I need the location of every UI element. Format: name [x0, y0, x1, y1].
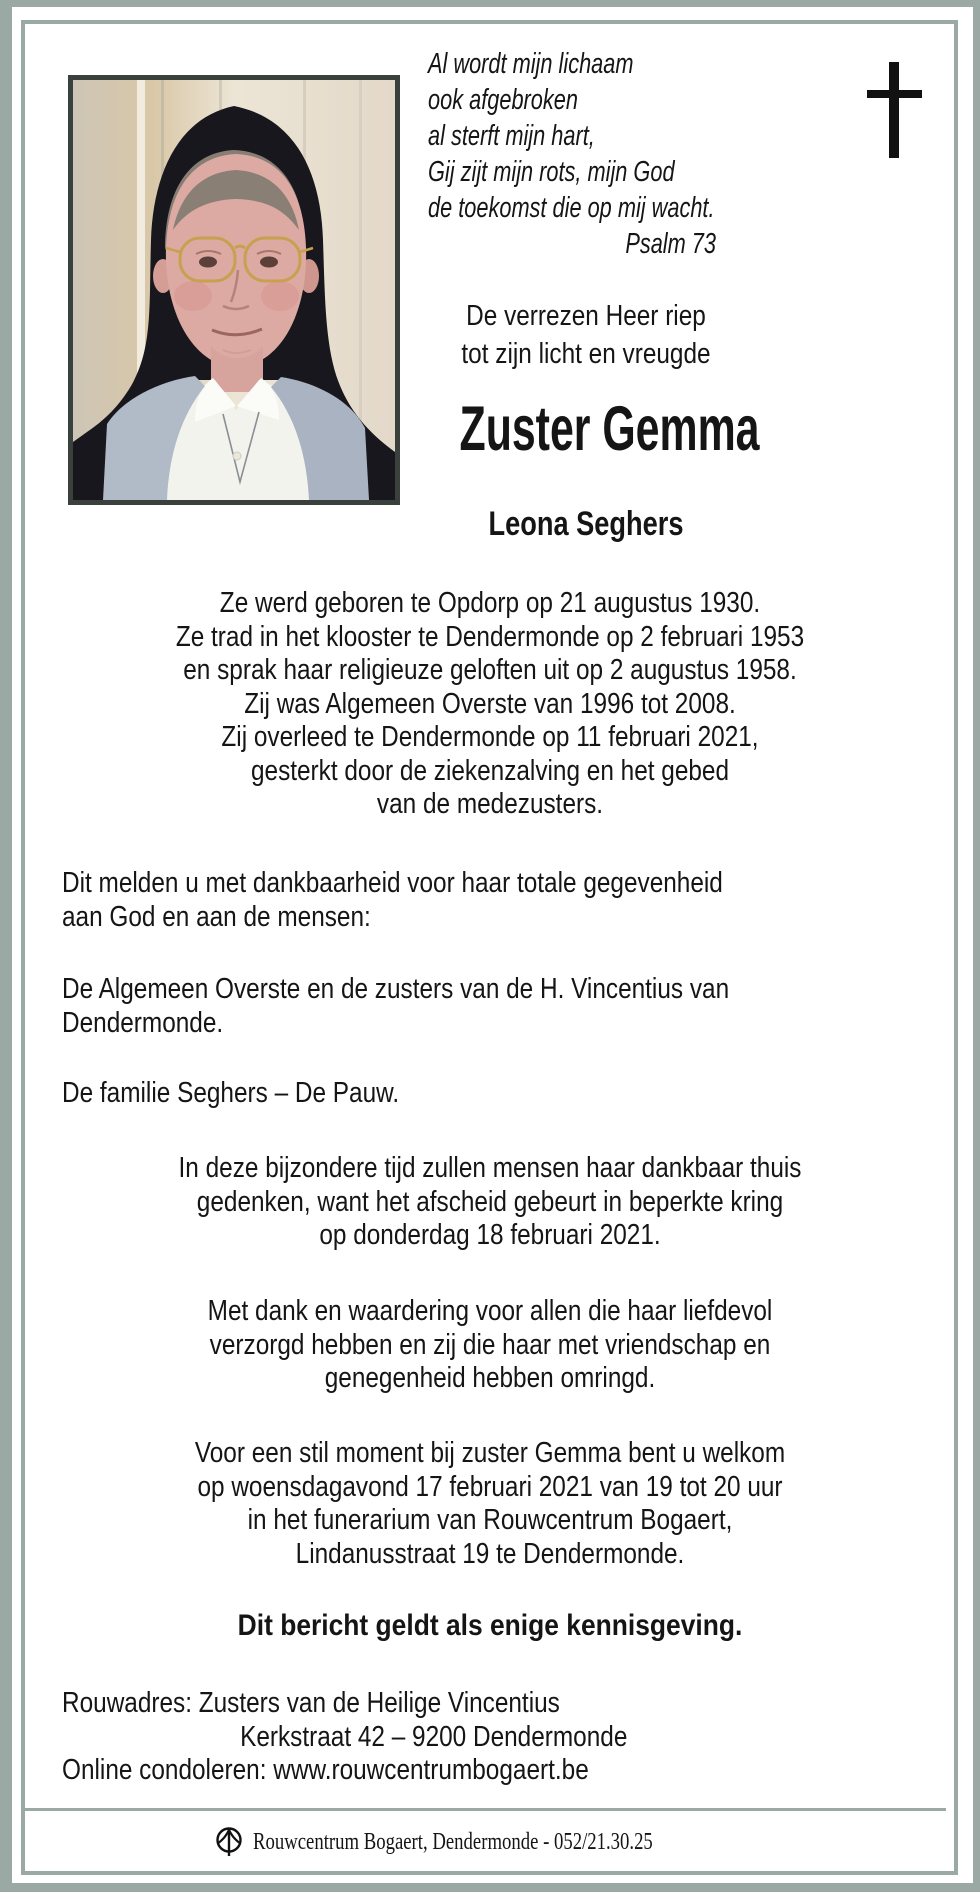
calling-line: De verrezen Heer riep [466, 300, 706, 332]
visitation-line: in het funerarium van Rouwcentrum Bogaert, [247, 1504, 733, 1536]
online-condolence-line: Online condoleren: www.rouwcentrumbogaert.be [62, 1754, 589, 1786]
biography-line: van de medezusters. [376, 788, 604, 820]
mourning-address-line: Rouwadres: Zusters van de Heilige Vincentius [62, 1687, 560, 1719]
funeral-home-credit: Rouwcentrum Bogaert, Dendermonde - 052/21.30.25 [253, 1828, 654, 1855]
visitation [0, 1437, 980, 1571]
biography-line: gesterkt door de ziekenzalving en het gebed [250, 754, 730, 787]
announcement-line: aan God en aan de mensen: [62, 900, 371, 933]
psalm-line: de toekomst die op mij wacht. [428, 192, 715, 224]
visitation-line: Lindanusstraat 19 te Dendermonde. [295, 1537, 685, 1570]
street-address-line: Kerkstraat 42 – 9200 Dendermonde [240, 1720, 628, 1753]
remembrance-line: In deze bijzondere tijd zullen mensen haar dankbaar thuis [178, 1152, 802, 1184]
notice-line: Dit bericht geldt als enige kennisgeving. [237, 1609, 743, 1642]
calling-text [400, 297, 772, 373]
mourners-line: Dendermonde. [62, 1006, 224, 1039]
psalm-attribution: Psalm 73 [625, 228, 716, 260]
sole-notification-notice [0, 1609, 980, 1643]
portrait-illustration [73, 80, 395, 500]
footer-divider [25, 1808, 946, 1811]
gratitude-line: Met dank en waardering voor allen die haar liefdevol [207, 1295, 773, 1327]
mourners-family-line: De familie Seghers – De Pauw. [62, 1077, 400, 1109]
biography-line: Zij was Algemeen Overste van 1996 tot 2008. [244, 687, 736, 720]
mourners-family [62, 1077, 463, 1111]
cross-horizontal-bar [867, 90, 922, 98]
calling-line: tot zijn licht en vreugde [461, 338, 711, 370]
remembrance-line: gedenken, want het afscheid gebeurt in beperkte kring [196, 1185, 784, 1218]
gratitude [0, 1295, 980, 1396]
psalm-verse [428, 46, 812, 262]
mourners-line: De Algemeen Overste en de zusters van de H. Vincentius van [62, 973, 730, 1005]
deceased-birth-name: Leona Seghers [488, 505, 684, 543]
biography-line: Ze werd geboren te Opdorp op 21 augustus 1930. [219, 587, 761, 619]
announcement-line: Dit melden u met dankbaarheid voor haar totale gegevenheid [62, 867, 723, 899]
biography-line: en sprak haar religieuze geloften uit op 2 augustus 1958. [183, 654, 797, 686]
portrait-photo [68, 75, 400, 505]
cross-vertical-bar [889, 62, 899, 158]
remembrance-line: op donderdag 18 februari 2021. [319, 1219, 661, 1251]
cross-icon [866, 62, 922, 158]
contact-block [62, 1687, 735, 1788]
rouwcentrum-logo-icon [214, 1826, 244, 1858]
remembrance [0, 1152, 980, 1253]
biography-line: Ze trad in het klooster te Dendermonde op 2 februari 1953 [175, 620, 805, 653]
gratitude-line: verzorgd hebben en zij die haar met vriendschap en [209, 1328, 771, 1361]
announcement [62, 867, 849, 934]
footer [25, 1822, 955, 1862]
name-block [400, 394, 772, 464]
psalm-line: ook afgebroken [428, 84, 578, 116]
deceased-birth-name-block [400, 504, 772, 544]
deceased-religious-name: Zuster Gemma [459, 394, 760, 464]
mourners-congregation [62, 973, 856, 1040]
gratitude-line: genegenheid hebben omringd. [324, 1362, 656, 1394]
psalm-line: al sterft mijn hart, [428, 120, 595, 152]
psalm-line: Gij zijt mijn rots, mijn God [428, 156, 675, 188]
biography-line: Zij overleed te Dendermonde op 11 februari 2021, [221, 721, 759, 753]
biography [0, 587, 980, 822]
visitation-line: Voor een stil moment bij zuster Gemma bent u welkom [194, 1437, 786, 1469]
visitation-line: op woensdagavond 17 februari 2021 van 19 tot 20 uur [197, 1470, 783, 1503]
psalm-line: Al wordt mijn lichaam [428, 48, 634, 80]
